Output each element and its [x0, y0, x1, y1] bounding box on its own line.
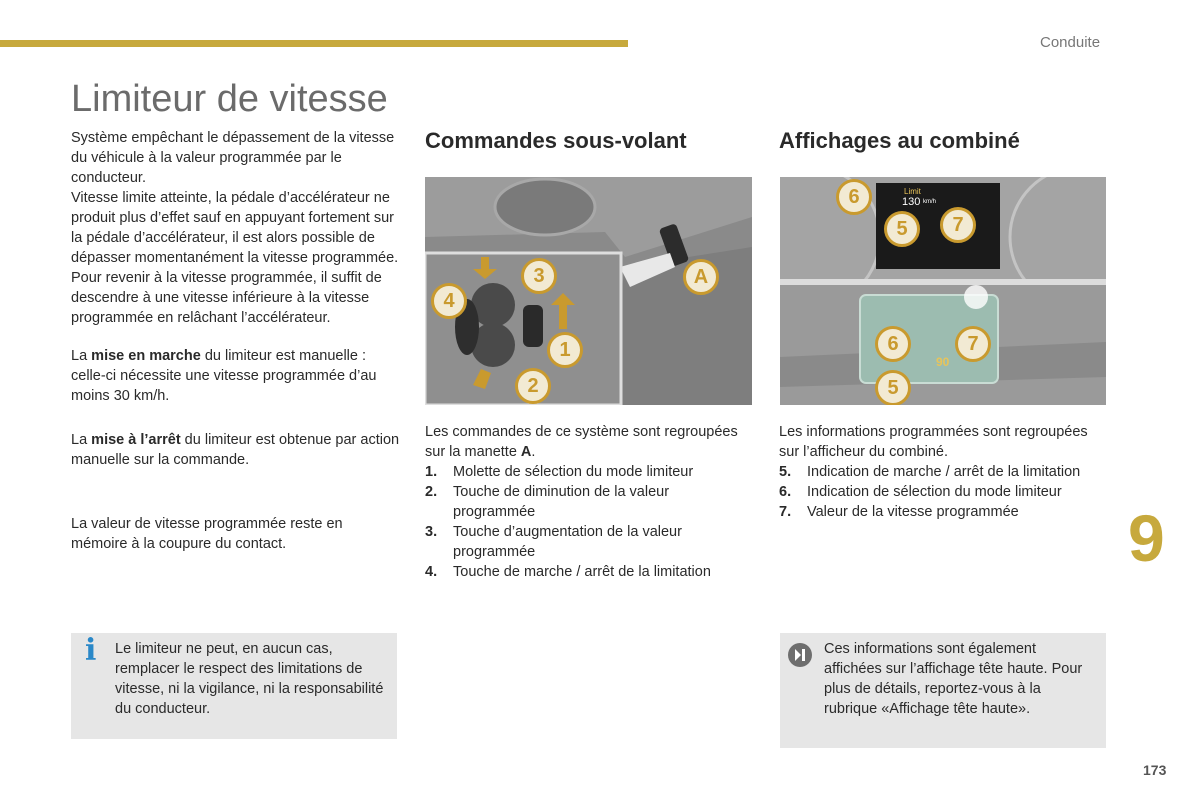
header-gold-bar [0, 40, 628, 47]
section-title: Conduite [1040, 34, 1101, 51]
list-item-text: Molette de sélection du mode limiteur [453, 464, 694, 480]
callout-badge-6: 6 [875, 326, 911, 362]
list-item [425, 482, 745, 522]
screen-speed-value: 130 [902, 196, 921, 208]
list-item-number: 5. [779, 464, 792, 480]
list-item-number: 3. [425, 524, 438, 540]
list-item-number: 1. [425, 464, 438, 480]
list-item-text: Indication de marche / arrêt de la limitation [807, 464, 1081, 480]
callout-badge-2: 2 [515, 368, 551, 404]
stop-post: du limiteur est obtenue par action manuelle sur la commande. [71, 432, 400, 468]
list-item-text: Indication de sélection du mode limiteur [807, 484, 1062, 500]
navigation-arrow-icon [788, 643, 812, 667]
list-item-text: Touche de marche / arrêt de la limitation [453, 564, 711, 580]
start-pre: La [71, 348, 92, 364]
list-item [779, 482, 1109, 502]
callout-badge-6: 6 [836, 179, 872, 215]
callout-badge-4: 4 [431, 283, 467, 319]
commands-intro [425, 422, 745, 462]
list-item-number: 2. [425, 484, 438, 500]
warning-note-text: Le limiteur ne peut, en aucun cas, remplacer le respect des limitations de vitesse, ni la vigilance, ni la responsabilité du conducteur. [115, 641, 384, 717]
info-icon: i [85, 633, 97, 668]
callout-badge-1: 1 [547, 332, 583, 368]
cluster-display-image [780, 177, 1106, 405]
intro-paragraph-3: Pour revenir à la vitesse programmée, il suffit de descendre à une vitesse inférieure à la vitesse programmée en relâchant l’accélérateur. [71, 270, 382, 326]
list-item [779, 502, 1109, 522]
list-item-text: Touche de diminution de la valeur programmée [453, 484, 670, 520]
hud-reference-note [780, 633, 1106, 748]
stop-pre: La [71, 432, 92, 448]
list-item-number: 4. [425, 564, 438, 580]
start-post: du limiteur est manuelle : celle-ci nécessite une vitesse programmée d’au moins 30 km/h. [71, 348, 377, 404]
page-number: 173 [1143, 762, 1167, 778]
display-heading: Affichages au combiné [779, 128, 1020, 153]
screen-speed-unit: km/h [923, 199, 937, 205]
hud-speed-value: 90 [936, 355, 950, 369]
commands-intro-post: . [531, 444, 536, 460]
list-item [425, 562, 745, 582]
commands-list [425, 462, 745, 582]
callout-badge-7: 7 [955, 326, 991, 362]
callout-badge-5: 5 [875, 370, 911, 405]
list-item [425, 522, 745, 562]
start-bold: mise en marche [91, 348, 201, 364]
display-intro: Les informations programmées sont regroupées sur l’afficheur du combiné. [779, 424, 1088, 460]
callout-badge-5: 5 [884, 211, 920, 247]
list-item-text: Valeur de la vitesse programmée [807, 504, 1019, 520]
start-paragraph [71, 346, 401, 406]
cluster-display-illustration [780, 177, 1106, 405]
list-item [425, 462, 745, 482]
callout-badge-a: A [683, 259, 719, 295]
display-description [779, 422, 1109, 522]
commands-heading: Commandes sous-volant [425, 128, 687, 153]
display-list [779, 462, 1109, 522]
chapter-number: 9 [1128, 501, 1165, 575]
commands-description [425, 422, 745, 582]
commands-intro-bold: A [520, 444, 532, 460]
callout-badge-7: 7 [940, 207, 976, 243]
intro-paragraph-2: Vitesse limite atteinte, la pédale d’accélérateur ne produit plus d’effet sauf en appuyant fortement sur la pédale d’accélérateur, il est alors possible de dépasser momentanément la vitesse programmée. [71, 190, 399, 266]
list-item-text: Touche d’augmentation de la valeur programmée [453, 524, 682, 560]
list-item-number: 7. [779, 504, 792, 520]
page-title: Limiteur de vitesse [71, 78, 388, 120]
stop-paragraph [71, 430, 401, 470]
intro-column [71, 128, 401, 554]
warning-note [71, 633, 397, 739]
intro-paragraph-1: Système empêchant le dépassement de la vitesse du véhicule à la valeur programmée par le conducteur. [71, 130, 395, 186]
callout-badge-3: 3 [521, 258, 557, 294]
list-item [779, 462, 1109, 482]
stop-bold: mise à l’arrêt [91, 432, 181, 448]
hud-reference-note-text: Ces informations sont également affichées sur l’affichage tête haute. Pour plus de détails, reportez-vous à la rubrique «Affichage tête haute». [824, 641, 1083, 717]
commands-intro-pre: Les commandes de ce système sont regroupées sur la manette [425, 424, 738, 460]
screen-limit-label: Limit [904, 187, 921, 196]
memory-paragraph: La valeur de vitesse programmée reste en mémoire à la coupure du contact. [71, 516, 343, 552]
steering-controls-image [425, 177, 752, 405]
list-item-number: 6. [779, 484, 792, 500]
